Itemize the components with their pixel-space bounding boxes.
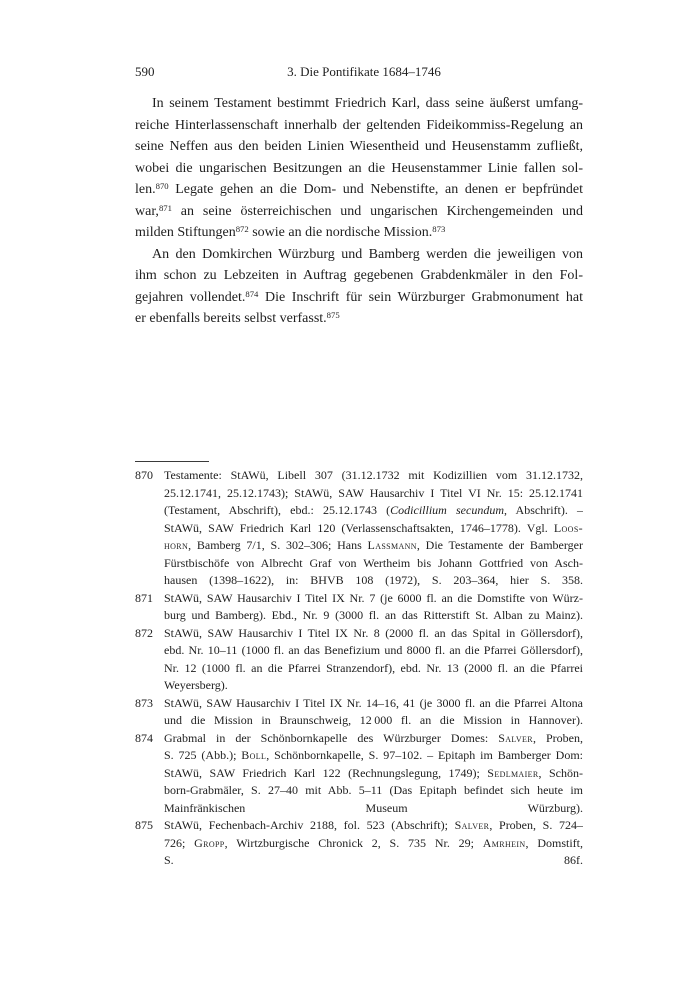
text-run: , Abschrift). –: [504, 503, 583, 517]
text-run: born-Grabmäler, S. 27–40 mit Abb. 5–11 (Das Epitaph befindet sich heute im: [164, 783, 583, 797]
text-run: StAWü, SAW Friedrich Karl 120 (Verlassenschaftsakten, 1746–1778). Vgl.: [164, 520, 554, 535]
footnote: [135, 625, 583, 695]
footnote-separator: [135, 461, 209, 462]
text-run: Grabmal in der Schönbornkapelle des Würzburger Domes:: [164, 730, 499, 745]
footnote-reference: 875: [326, 310, 340, 321]
footnote: [135, 730, 583, 818]
text-run: , Proben, S. 724–: [489, 818, 583, 832]
running-title: 3. Die Pontifikate 1684–1746: [287, 64, 441, 79]
author-name: Gropp: [194, 835, 225, 850]
body-line: [135, 222, 583, 244]
text-run: StAWü, SAW Hausarchiv I Titel IX Nr. 14–16, 41 (je 3000 fl. an die Pfarrei Altona: [164, 695, 583, 710]
footnote-line: [164, 765, 583, 783]
author-name: Amrhein: [482, 835, 526, 850]
footnote-reference: 870: [155, 181, 169, 192]
footnote: [135, 467, 583, 590]
text-run: und die Mission in Braunschweig, 12 000 fl. an die Mission in Hannover).: [164, 713, 583, 727]
body-line: [135, 158, 583, 180]
footnote-reference: 874: [245, 288, 259, 299]
footnote-line: [164, 677, 583, 695]
text-run: Weyersberg).: [164, 678, 228, 692]
text-run: ebd. Nr. 10–11 (1000 fl. an das Benefizium und 8000 fl. an die Pfarrei Göllersdorf),: [164, 643, 583, 657]
footnote-text: [164, 695, 583, 730]
footnote-text: [164, 730, 583, 818]
body-line: [135, 308, 583, 330]
footnote-line: [164, 642, 583, 660]
footnote-number: 871: [135, 590, 153, 605]
author-name: Boll: [241, 748, 267, 762]
text-run: , Schön-: [538, 765, 583, 780]
text-run: Legate gehen an die Dom- und Nebenstifte, an denen er bepfründet: [168, 182, 583, 197]
author-name: horn: [164, 538, 189, 552]
footnote-line: [164, 817, 583, 835]
main-text: [135, 93, 583, 330]
text-run: Fürstbischöfe von Albrecht Graf von Wertheim bis Johann Gottfried von Asch-: [164, 555, 583, 570]
footnote-text: [164, 625, 583, 695]
footnote-line: [164, 572, 583, 590]
footnote-line: [164, 800, 583, 818]
text-run: StAWü, SAW Hausarchiv I Titel IX Nr. 7 (je 6000 fl. an die Domstifte von Würz-: [164, 590, 583, 605]
footnote-line: [164, 625, 583, 643]
footnote-number: 875: [135, 818, 153, 832]
text-run: wobei die ungarischen Besitzungen an die Heusenstammer Linie fallen sol-: [135, 160, 583, 176]
text-run: An den Domkirchen Würzburg und Bamberg werden die jeweiligen von: [152, 246, 583, 262]
footnote: [135, 590, 583, 625]
footnote-line: [164, 835, 583, 853]
footnote-line: [164, 852, 583, 870]
text-run: hausen (1398–1622), in: BHVB 108 (1972), S. 203–364, hier S. 358.: [164, 573, 583, 587]
text-run: ihm schon zu Lebzeiten in Auftrag gegebenen Grabdenkmäler in den Fol-: [135, 268, 583, 283]
footnote-number: 870: [135, 468, 153, 482]
text-run: 726;: [164, 835, 195, 850]
text-run: Die Inschrift für sein Würzburger Grabmonument hat: [258, 289, 583, 305]
text-run: , Domstift,: [525, 835, 583, 850]
author-name: Lassmann: [367, 538, 417, 552]
text-run: , Wirtzburgische Chronick 2, S. 735 Nr. 29;: [224, 835, 483, 850]
text-run: war,: [135, 203, 159, 219]
footnote-text: [164, 467, 583, 590]
footnote-text: [164, 590, 583, 625]
footnote-number: 872: [135, 625, 153, 640]
body-line: [135, 265, 583, 287]
text-run: Nr. 12 (1000 fl. an die Pfarrei Stranzendorf), ebd. Nr. 13 (2000 fl. an die Pfarrei: [164, 660, 583, 675]
footnote-line: [164, 590, 583, 608]
running-head: [135, 63, 583, 81]
footnote-line: [164, 502, 583, 520]
footnote-number: 874: [135, 730, 153, 745]
text-run: , Bamberg 7/1, S. 302–306; Hans: [188, 538, 368, 552]
body-line: [135, 179, 583, 201]
footnote-line: [164, 555, 583, 573]
text-run: gejahren vollendet.: [135, 289, 246, 305]
text-run: sowie an die nordische Mission.: [248, 225, 433, 240]
text-run: er ebenfalls bereits selbst verfasst.: [135, 311, 327, 326]
body-line: [135, 115, 583, 137]
footnote-line: [164, 730, 583, 748]
footnote-reference: 872: [235, 224, 249, 235]
italic-title: Codicillium secundum: [390, 503, 505, 517]
text-run: StAWü, SAW Hausarchiv I Titel IX Nr. 8 (2000 fl. an das Spital in Göllersdorf),: [164, 625, 583, 640]
text-run: burg und Bamberg). Ebd., Nr. 9 (3000 fl. an das Ritterstift St. Alban zu Mainz).: [164, 608, 583, 622]
text-run: reiche Hinterlassenschaft innerhalb der geltenden Fideikommiss-Regelung an: [135, 117, 583, 133]
footnote-line: [164, 695, 583, 713]
text-run: S. 86f.: [164, 853, 583, 867]
text-run: StAWü, Fechenbach-Archiv 2188, fol. 523 (Abschrift);: [164, 818, 455, 832]
body-line: [135, 244, 583, 266]
text-run: , Die Testamente der Bamberger: [416, 538, 583, 552]
footnote-line: [164, 747, 583, 765]
footnote-number: 873: [135, 695, 153, 710]
text-run: In seinem Testament bestimmt Friedrich Karl, dass seine äußerst umfang-: [152, 96, 583, 111]
body-line: [135, 93, 583, 115]
text-run: seine Neffen aus den beiden Linien Wiesentheid und Heusenstamm zufließt,: [135, 139, 583, 154]
text-run: Testamente: StAWü, Libell 307 (31.12.1732 mit Kodizillien vom 31.12.1732,: [164, 468, 583, 482]
page-number: 590: [135, 64, 155, 79]
footnote-line: [164, 712, 583, 730]
footnote-line: [164, 537, 583, 555]
footnote: [135, 817, 583, 870]
footnote-line: [164, 782, 583, 800]
text-run: len.: [135, 182, 156, 197]
footnote-line: [164, 467, 583, 485]
footnote-line: [164, 607, 583, 625]
author-name: Salver: [454, 818, 490, 832]
footnote: [135, 695, 583, 730]
text-run: S. 725 (Abb.);: [164, 748, 242, 762]
text-run: milden Stiftungen: [135, 225, 236, 240]
text-run: , Proben,: [533, 730, 583, 745]
body-line: [135, 287, 583, 309]
footnote-reference: 873: [432, 224, 446, 235]
text-run: StAWü, SAW Friedrich Karl 122 (Rechnungslegung, 1749);: [164, 765, 488, 780]
body-line: [135, 136, 583, 158]
footnote-line: [164, 660, 583, 678]
text-run: an seine österreichischen und ungarischen Kirchengemeinden und: [171, 203, 583, 219]
text-run: 25.12.1741, 25.12.1743); StAWü, SAW Hausarchiv I Titel VI Nr. 15: 25.12.1741: [164, 485, 583, 500]
text-run: (Testament, Abschrift), ebd.: 25.12.1743 (: [164, 503, 391, 517]
author-name: Loos-: [553, 520, 583, 535]
footnotes: [135, 467, 583, 870]
body-paragraph: [135, 93, 583, 244]
footnote-line: [164, 485, 583, 503]
author-name: Sedlmaier: [487, 765, 539, 780]
footnote-reference: 871: [158, 202, 172, 213]
text-run: Mainfränkischen Museum Würzburg).: [164, 800, 583, 815]
footnote-line: [164, 520, 583, 538]
body-line: [135, 201, 583, 223]
body-paragraph: [135, 244, 583, 330]
footnote-text: [164, 817, 583, 870]
author-name: Salver: [498, 730, 533, 745]
text-run: , Schönbornkapelle, S. 97–102. – Epitaph im Bamberger Dom:: [266, 748, 583, 762]
